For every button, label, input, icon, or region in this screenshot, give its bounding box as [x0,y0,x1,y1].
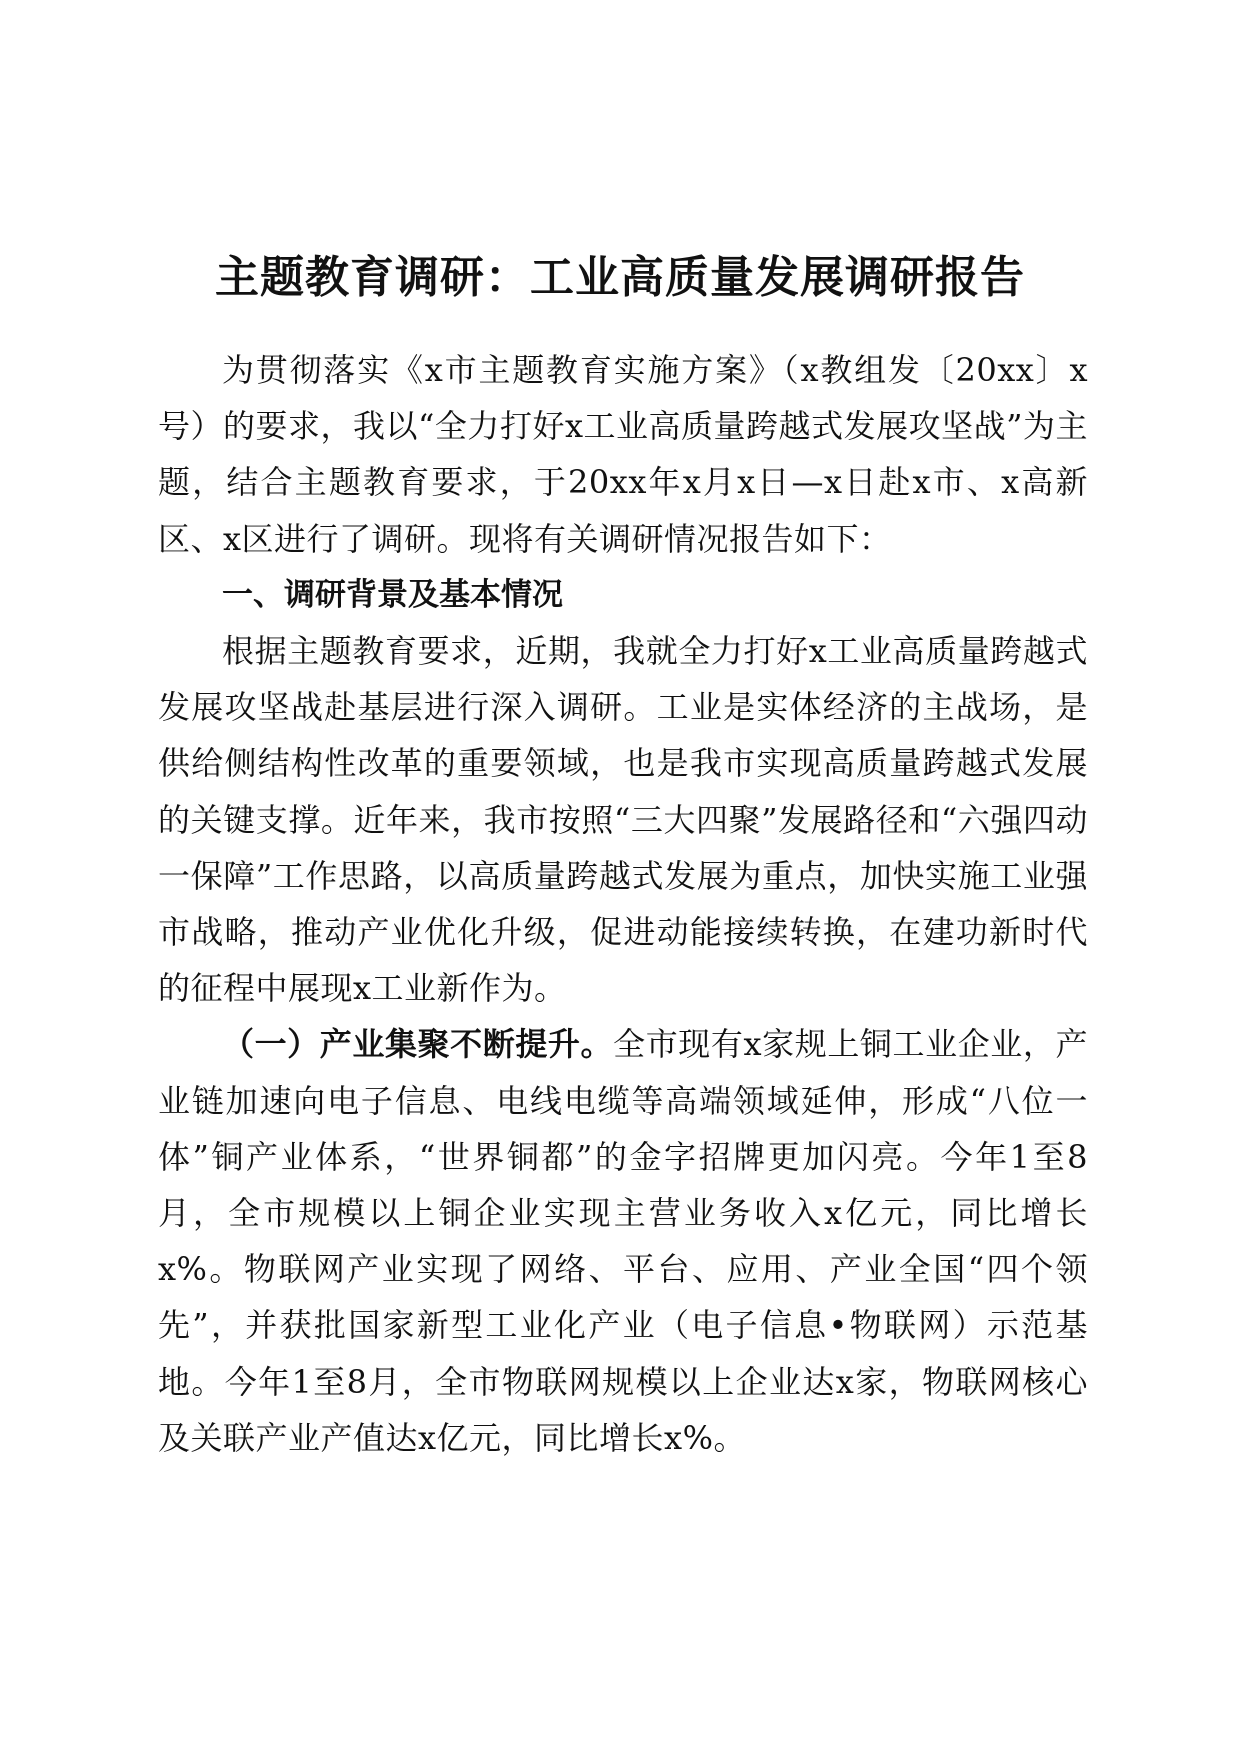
document-body [158,342,1088,1466]
intro-paragraph: 为贯彻落实《x市主题教育实施方案》（x教组发〔20xx〕x号）的要求，我以“全力打好x工业高质量跨越式发展攻坚战”为主题，结合主题教育要求，于20xx年x月x日—x日赴x市、x高新区、x区进行了调研。现将有关调研情况报告如下： [158,351,1088,558]
document-title: 主题教育调研：工业高质量发展调研报告 [215,252,1025,303]
background-paragraph: 根据主题教育要求，近期，我就全力打好x工业高质量跨越式发展攻坚战赴基层进行深入调研。工业是实体经济的主战场，是供给侧结构性改革的重要领域，也是我市实现高质量跨越式发展的关键支撑。近年来，我市按照“三大四聚”发展路径和“六强四动一保障”工作思路，以高质量跨越式发展为重点，加快实施工业强市战略，推动产业优化升级，促进动能接续转换，在建功新时代的征程中展现x工业新作为。 [158,632,1088,1008]
industry-cluster-text: 全市现有x家规上铜工业企业，产业链加速向电子信息、电线电缆等高端领域延伸，形成“八位一体”铜产业体系，“世界铜都”的金字招牌更加闪亮。今年1至8月，全市规模以上铜企业实现主营业务收入x亿元，同比增长x%。物联网产业实现了网络、平台、应用、产业全国“四个领先”，并获批国家新型工业化产业（电子信息•物联网）示范基地。今年1至8月，全市物联网规模以上企业达x家，物联网核心及关联产业产值达x亿元，同比增长x%。 [158,1025,1088,1457]
section-heading-background: 一、调研背景及基本情况 [222,576,563,613]
industry-cluster-paragraph [158,1016,1088,1466]
subsection-heading-industry-cluster: （一）产业集聚不断提升。 [222,1025,614,1064]
